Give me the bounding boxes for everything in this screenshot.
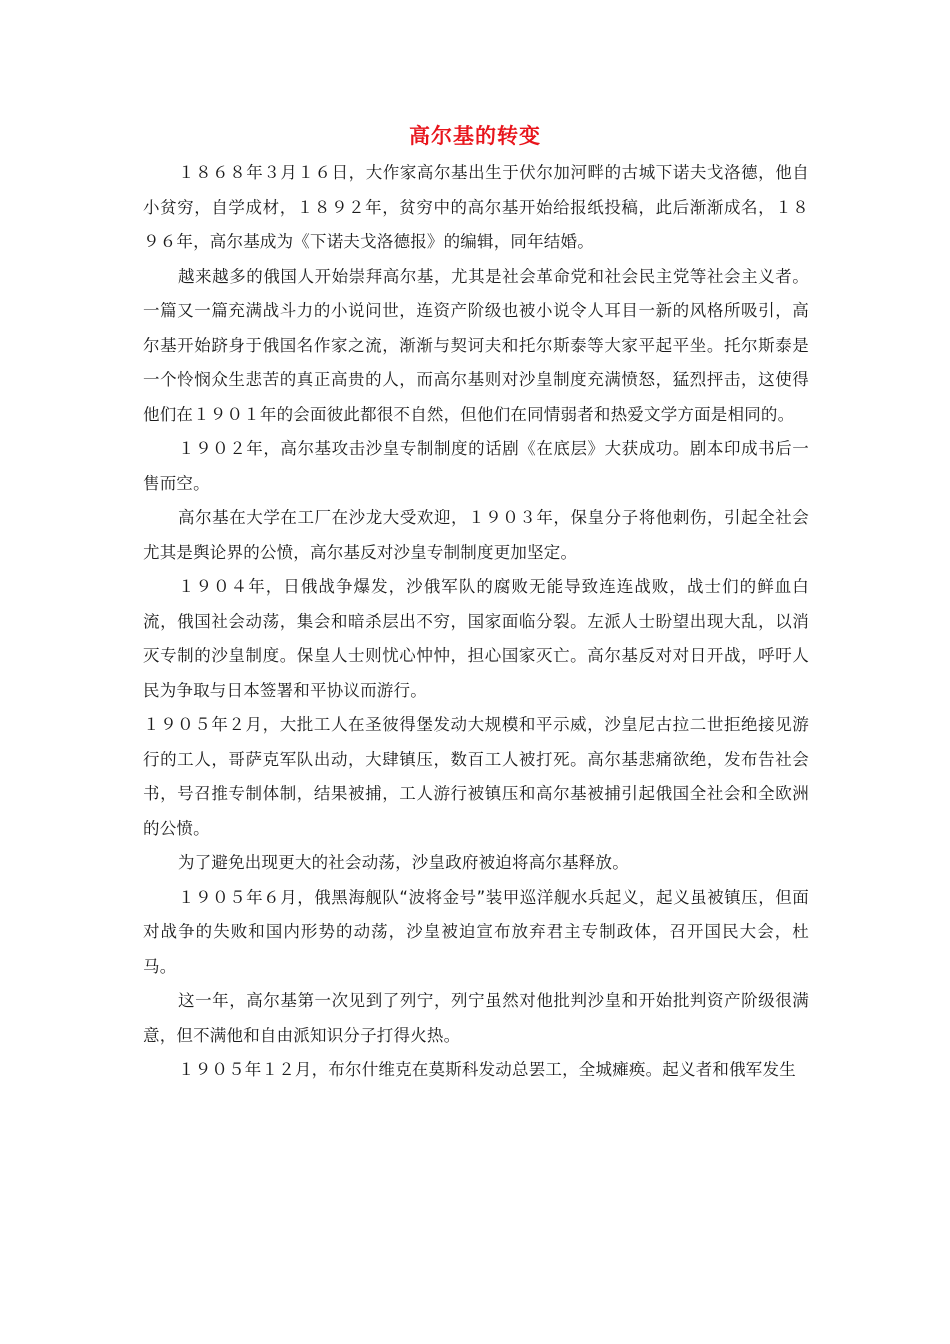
paragraph: 为了避免出现更大的社会动荡，沙皇政府被迫将高尔基释放。 — [178, 853, 629, 872]
paragraph: 越来越多的俄国人开始崇拜高尔基，尤其是社会革命党和社会民主党等社会主义者。一篇又一篇充满战斗力的小说问世，连资产阶级也被小说令人耳目一新的风格所吸引，高尔基开始跻身于俄国名作家之流，渐渐与契诃夫和托尔斯泰等大家平起平坐。托尔斯泰是一个怜悯众生悲苦的真正高贵的人，而高尔基则对沙皇制度充满愤怒，猛烈抨击，这使得他们在１９０１年的会面彼此都很不自然，但他们在同情弱者和热爱文学方面是相同的。 — [143, 266, 809, 424]
paragraph: 高尔基在大学在工厂在沙龙大受欢迎，１９０３年，保皇分子将他刺伤，引起全社会尤其是舆论界的公愤，高尔基反对沙皇专制制度更加坚定。 — [143, 508, 809, 562]
paragraph: １９０４年，日俄战争爆发，沙俄军队的腐败无能导致连连战败，战士们的鲜血白流，俄国社会动荡，集会和暗杀层出不穷，国家面临分裂。左派人士盼望出现大乱，以消灭专制的沙皇制度。保皇人士则忧心忡忡，担心国家灭亡。高尔基反对对日开战，呼吁人民为争取与日本签署和平协议而游行。 — [143, 577, 809, 700]
paragraph: １９０２年，高尔基攻击沙皇专制制度的话剧《在底层》大获成功。剧本印成书后一售而空。 — [143, 439, 809, 493]
paragraph: １９０５年１２月，布尔什维克在莫斯科发动总罢工，全城瘫痪。起义者和俄军发生 — [178, 1060, 796, 1079]
paragraph: 这一年，高尔基第一次见到了列宁，列宁虽然对他批判沙皇和开始批判资产阶级很满意，但不满他和自由派知识分子打得火热。 — [143, 991, 809, 1045]
paragraph: １９０５年２月，大批工人在圣彼得堡发动大规模和平示威，沙皇尼古拉二世拒绝接见游行的工人，哥萨克军队出动，大肆镇压，数百工人被打死。高尔基悲痛欲绝，发布告社会书，号召推专制体制，结果被捕，工人游行被镇压和高尔基被捕引起俄国全社会和全欧洲的公愤。 — [143, 715, 809, 838]
document-body — [143, 156, 809, 1088]
document-title: 高尔基的转变 — [409, 124, 541, 148]
paragraph: １８６８年３月１６日，大作家高尔基出生于伏尔加河畔的古城下诺夫戈洛德，他自小贫穷，自学成材，１８９２年，贫穷中的高尔基开始给报纸投稿，此后渐渐成名，１８９６年，高尔基成为《下诺夫戈洛德报》的编辑，同年结婚。 — [143, 163, 809, 251]
paragraph: １９０５年６月，俄黑海舰队“波将金号”装甲巡洋舰水兵起义，起义虽被镇压，但面对战争的失败和国内形势的动荡，沙皇被迫宣布放弃君主专制政体，召开国民大会，杜马。 — [143, 887, 809, 976]
